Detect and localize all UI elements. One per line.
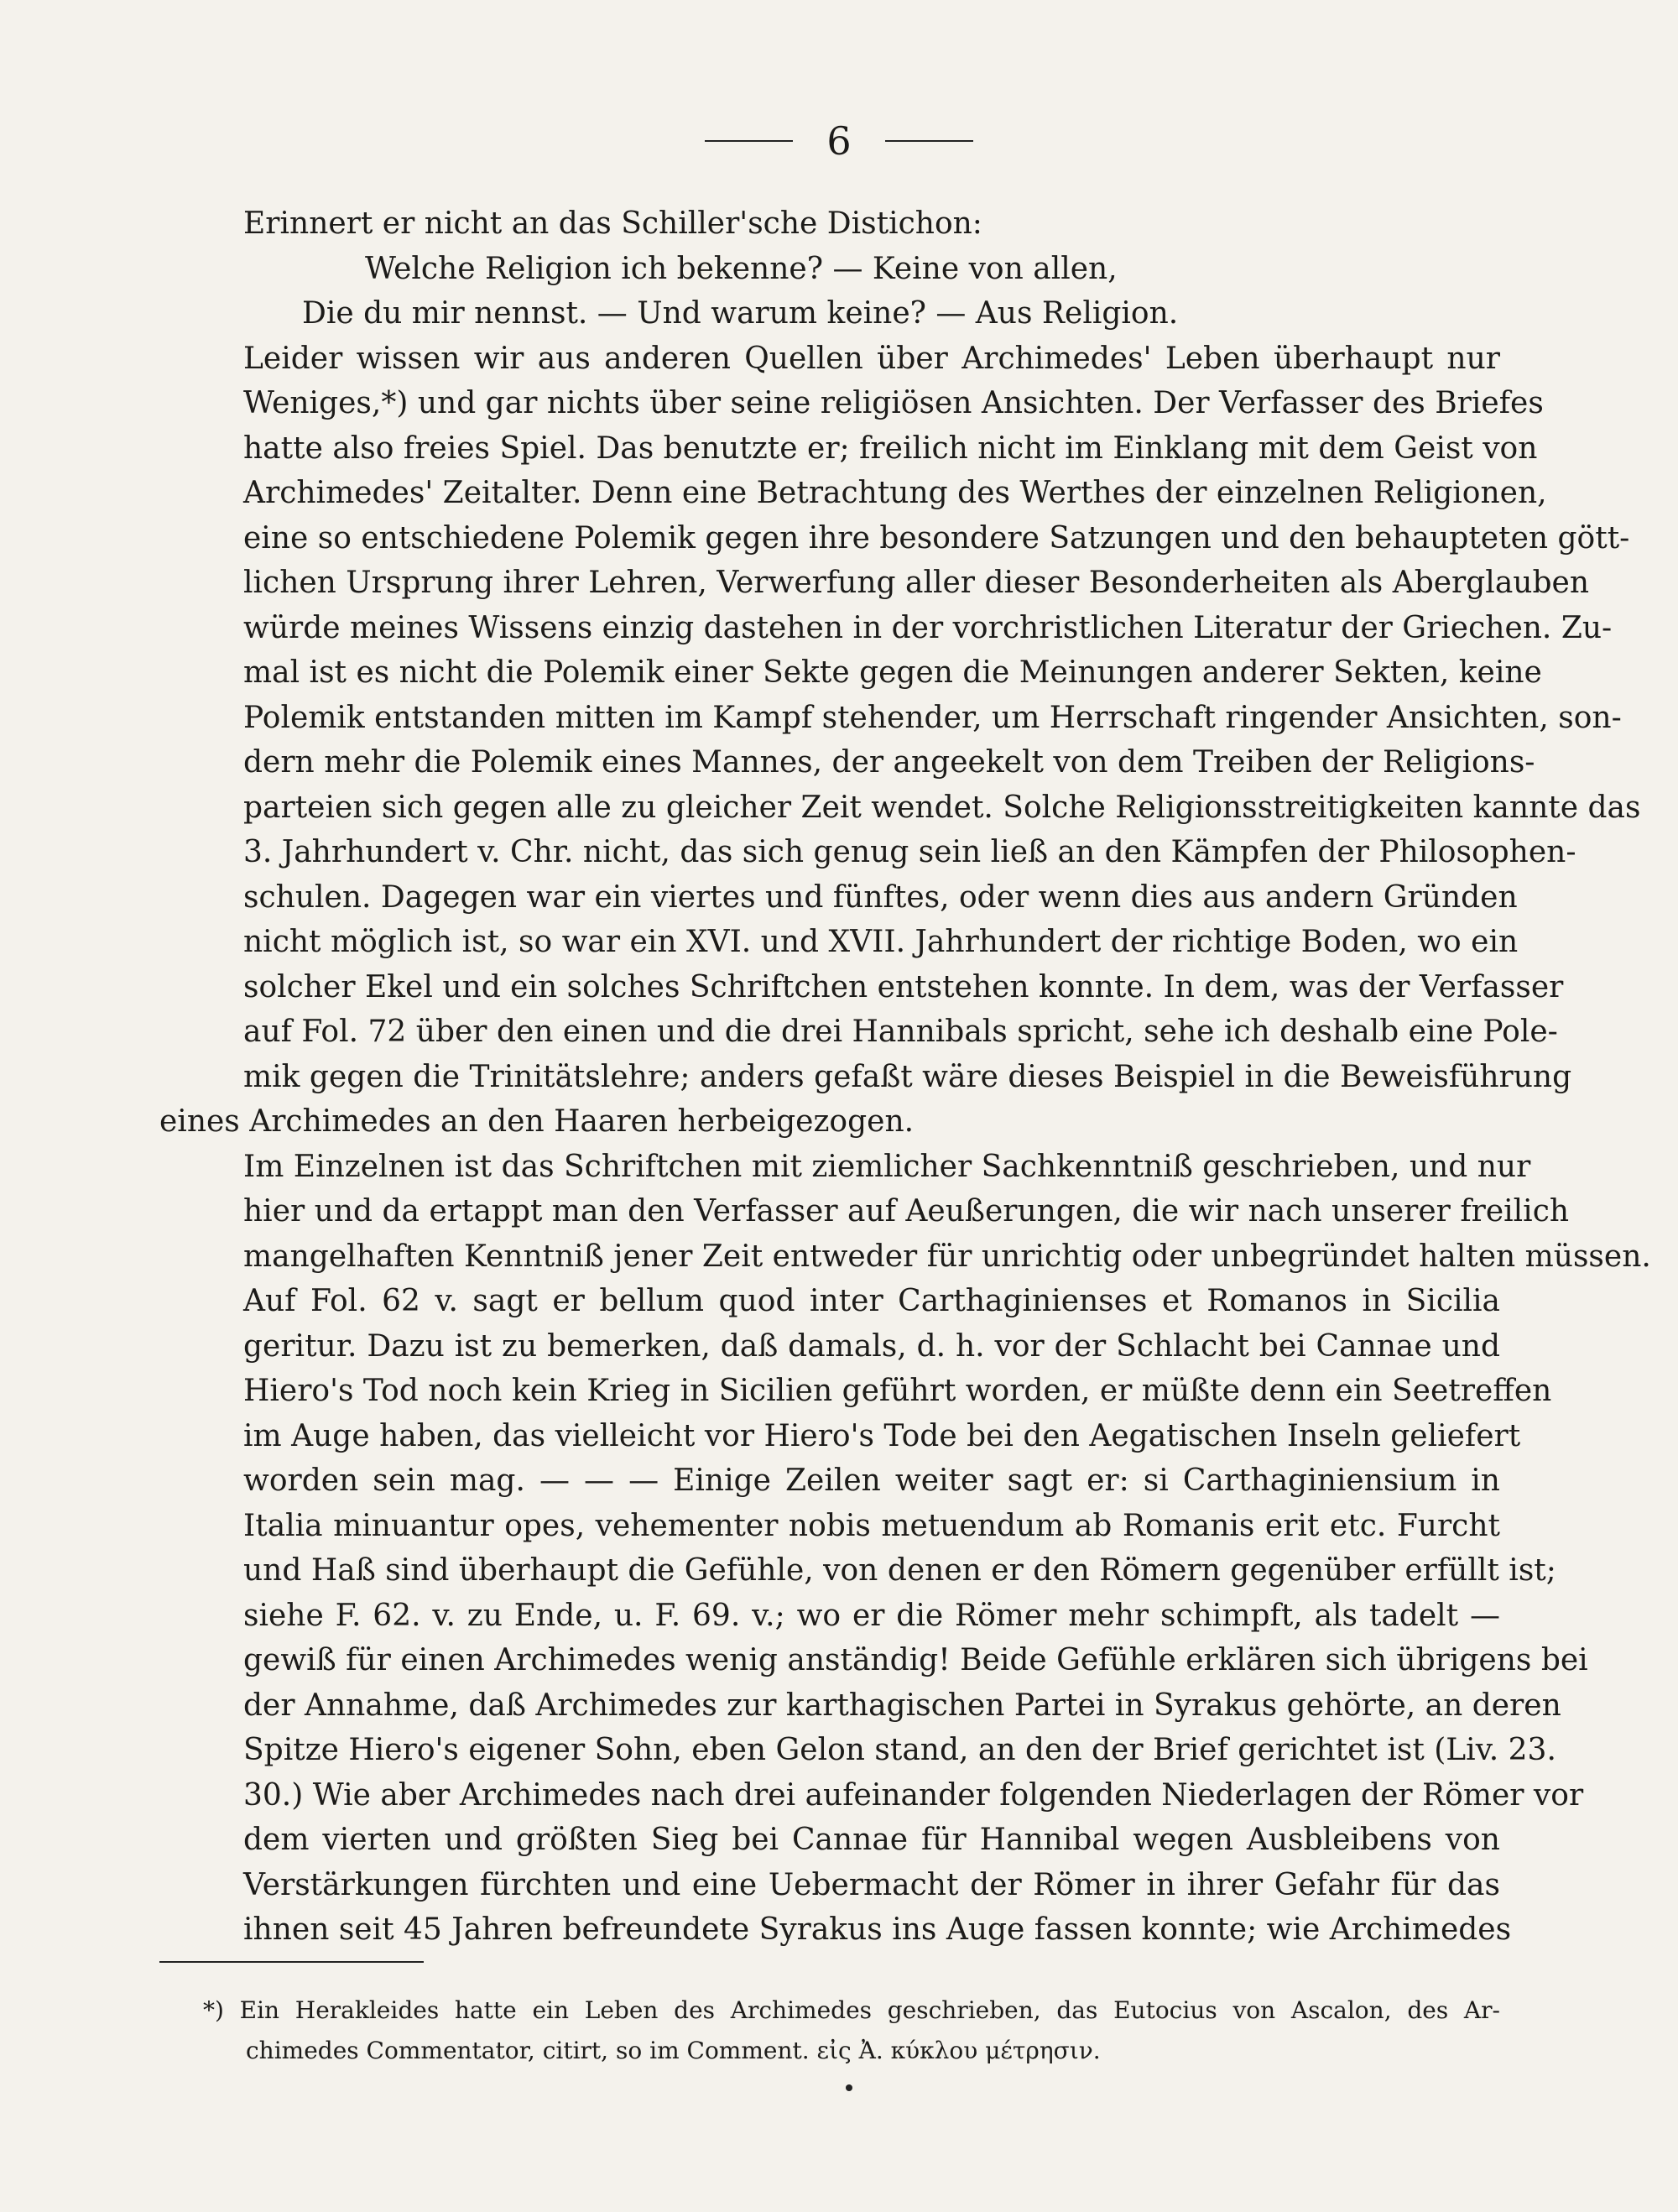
text-line: Verstärkungen fürchten und eine Uebermacht der Römer in ihrer Gefahr für das — [243, 1867, 1500, 1902]
text-line: schulen. Dagegen war ein viertes und fünftes, oder wenn dies aus andern Gründen — [243, 879, 1518, 915]
text-line: mik gegen die Trinitätslehre; anders gefaßt wäre dieses Beispiel in die Beweisführung — [243, 1059, 1572, 1094]
text-line: hier und da ertappt man den Verfasser auf Aeußerungen, die wir nach unserer freilich — [243, 1194, 1570, 1229]
paragraph-2 — [159, 1145, 1651, 1953]
footnote-line: chimedes Commentator, citirt, so im Comment. εἰς Ἀ. κύκλου μέτρησιν. — [246, 2037, 1101, 2064]
text-line: Hiero's Tod noch kein Krieg in Sicilien geführt worden, er müßte denn ein Seetreffen — [243, 1374, 1552, 1408]
paragraph-1 — [159, 336, 1641, 1145]
text-line: worden sein mag. — — — Einige Zeilen weiter sagt er: si Carthaginiensium in — [243, 1463, 1500, 1498]
page-header — [0, 116, 1678, 166]
text-line: Spitze Hiero's eigener Sohn, eben Gelon stand, an den der Brief gerichtet ist (Liv. 23. — [243, 1733, 1556, 1767]
text-line: und Haß sind überhaupt die Gefühle, von denen er den Römern gegenüber erfüllt ist; — [243, 1553, 1556, 1588]
text-line: würde meines Wissens einzig dastehen in der vorchristlichen Literatur der Griechen. Zu- — [243, 610, 1613, 645]
text-line: parteien sich gegen alle zu gleicher Zeit wendet. Solche Religionsstreitigkeiten kannte das — [243, 790, 1641, 825]
header-rule-left — [705, 140, 793, 142]
text-line: dern mehr die Polemik eines Mannes, der angeekelt von dem Treiben der Religions- — [243, 745, 1535, 780]
text-line: 30.) Wie aber Archimedes nach drei aufeinander folgenden Niederlagen der Römer vor — [243, 1777, 1584, 1813]
text-line: Im Einzelnen ist das Schriftchen mit ziemlicher Sachkenntniß geschrieben, und nur — [243, 1149, 1531, 1184]
verse-line-1: Welche Religion ich bekenne? — Keine von allen, — [365, 251, 1118, 286]
footnote-line: *) Ein Herakleides hatte ein Leben des Archimedes geschrieben, das Eutocius von Ascalon, des Ar- — [203, 1996, 1500, 2024]
text-line: hatte also freies Spiel. Das benutzte er; freilich nicht im Einklang mit dem Geist von — [243, 430, 1538, 466]
text-line: siehe F. 62. v. zu Ende, u. F. 69. v.; wo er die Römer mehr schimpft, als tadelt — — [243, 1598, 1500, 1633]
intro-line: Erinnert er nicht an das Schiller'sche Distichon: — [243, 206, 982, 241]
header-rule-right — [885, 140, 973, 142]
text-line: dem vierten und größten Sieg bei Cannae für Hannibal wegen Ausbleibens von — [243, 1823, 1500, 1857]
text-line: Polemik entstanden mitten im Kampf stehender, um Herrschaft ringender Ansichten, son- — [243, 700, 1622, 735]
text-line: eine so entschiedene Polemik gegen ihre besondere Satzungen und den behaupteten gött- — [243, 520, 1630, 556]
text-line: Auf Fol. 62 v. sagt er bellum quod inter Carthaginienses et Romanos in Sicilia — [243, 1284, 1500, 1318]
text-line: solcher Ekel und ein solches Schriftchen entstehen konnte. In dem, was der Verfasser — [243, 969, 1564, 1004]
text-line: Weniges,*) und gar nichts über seine religiösen Ansichten. Der Verfasser des Briefes — [243, 386, 1544, 420]
text-line: auf Fol. 72 über den einen und die drei Hannibals spricht, sehe ich deshalb eine Pole- — [243, 1015, 1558, 1049]
footnote-rule — [159, 1961, 424, 1963]
text-line: 3. Jahrhundert v. Chr. nicht, das sich genug sein ließ an den Kämpfen der Philosophen- — [243, 835, 1576, 869]
text-line: gewiß für einen Archimedes wenig anständig! Beide Gefühle erklären sich übrigens bei — [243, 1643, 1588, 1677]
page-number: 6 — [826, 118, 852, 164]
printer-dot — [846, 2084, 852, 2091]
text-line: lichen Ursprung ihrer Lehren, Verwerfung aller dieser Besonderheiten als Aberglauben — [243, 566, 1590, 600]
text-line: Italia minuantur opes, vehementer nobis metuendum ab Romanis erit etc. Furcht — [243, 1508, 1500, 1543]
text-line: mal ist es nicht die Polemik einer Sekte gegen die Meinungen anderer Sekten, keine — [243, 655, 1542, 690]
text-line: ihnen seit 45 Jahren befreundete Syrakus ins Auge fassen konnte; wie Archimedes — [243, 1912, 1512, 1947]
text-line: Archimedes' Zeitalter. Denn eine Betrachtung des Werthes der einzelnen Religionen, — [243, 476, 1547, 510]
text-line: im Auge haben, das vielleicht vor Hiero's Tode bei den Aegatischen Inseln geliefert — [243, 1418, 1521, 1453]
body-text — [159, 201, 1651, 1953]
text-line: Leider wissen wir aus anderen Quellen über Archimedes' Leben überhaupt nur — [243, 341, 1500, 376]
text-line-last: eines Archimedes an den Haaren herbeigezogen. — [159, 1104, 915, 1139]
text-line: geritur. Dazu ist zu bemerken, daß damals, d. h. vor der Schlacht bei Cannae und — [243, 1328, 1500, 1364]
text-line: nicht möglich ist, so war ein XVI. und XVII. Jahrhundert der richtige Boden, wo ein — [243, 925, 1519, 959]
footnote — [159, 1990, 1500, 2071]
text-line: mangelhaften Kenntniß jener Zeit entweder für unrichtig oder unbegründet halten müssen. — [243, 1239, 1651, 1274]
verse-line-2: Die du mir nennst. — Und warum keine? — Aus Religion. — [302, 296, 1179, 331]
text-line: der Annahme, daß Archimedes zur karthagischen Partei in Syrakus gehörte, an deren — [243, 1688, 1561, 1723]
